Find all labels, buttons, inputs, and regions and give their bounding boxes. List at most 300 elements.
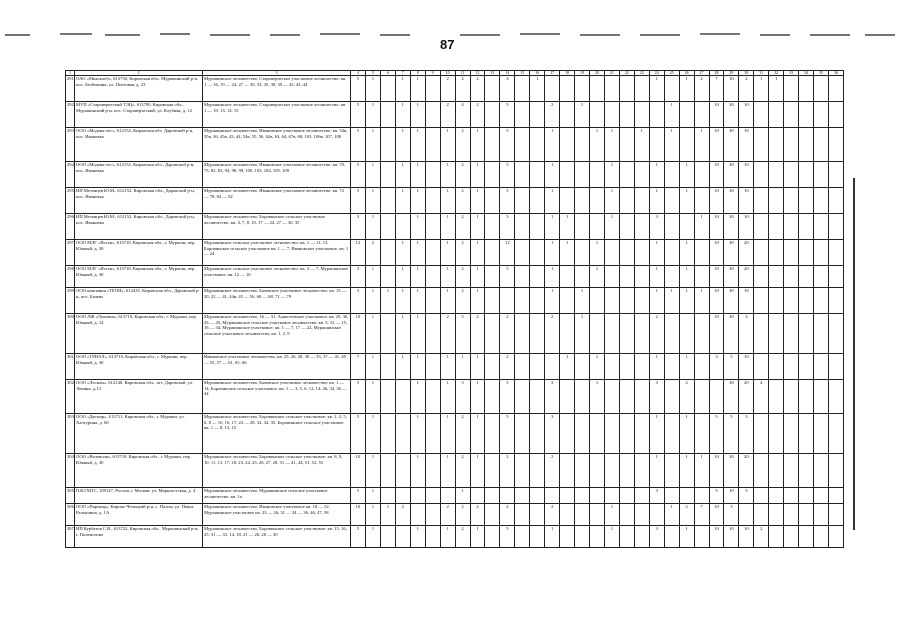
value-cell xyxy=(515,240,530,266)
value-cell: 2 xyxy=(500,504,515,526)
value-cell: 1 xyxy=(410,288,425,314)
value-cell xyxy=(619,266,634,288)
value-cell xyxy=(515,414,530,454)
value-cell xyxy=(425,288,440,314)
value-cell xyxy=(799,380,814,414)
value-cell xyxy=(395,380,410,414)
value-cell xyxy=(575,414,590,454)
value-cell xyxy=(814,76,829,102)
value-cell xyxy=(485,354,500,380)
value-cell: 1 xyxy=(365,288,380,314)
value-cell xyxy=(380,454,395,488)
forest-area-cell: Мурашинское лесничество, 16 — 31, Алаксеевское участковое, кв. 29, 30, 43 — 45, Мурашинское сельское участковое лесничество: кв. 5, 12 — 15, 16 — 34, Мурашинское участковое, кв. 1 — 7, 17 — 22, Мурашинское сельское участковое лесничество, кв. 1, 2, 9 xyxy=(203,314,351,354)
value-cell xyxy=(799,314,814,354)
value-cell xyxy=(694,240,709,266)
value-cell: 2 xyxy=(440,314,455,354)
value-cell xyxy=(694,354,709,380)
value-cell xyxy=(784,454,799,488)
value-cell xyxy=(829,526,844,548)
value-cell: 10 xyxy=(709,214,724,240)
value-cell xyxy=(590,454,605,488)
value-cell xyxy=(515,266,530,288)
value-cell: 2 xyxy=(440,102,455,128)
value-cell xyxy=(425,354,440,380)
value-cell: 1 xyxy=(365,102,380,128)
value-cell xyxy=(425,314,440,354)
value-cell: 5 xyxy=(500,162,515,188)
value-cell: 10 xyxy=(709,526,724,548)
value-cell: 7 xyxy=(709,76,724,102)
value-cell xyxy=(425,214,440,240)
value-cell: 1 xyxy=(440,214,455,240)
value-cell xyxy=(754,266,769,288)
value-cell xyxy=(380,314,395,354)
value-cell xyxy=(634,380,649,414)
value-cell xyxy=(679,488,694,504)
value-cell xyxy=(515,504,530,526)
table-row xyxy=(66,162,844,188)
value-cell xyxy=(694,266,709,288)
value-cell: 4 xyxy=(754,380,769,414)
header-cell: 10 xyxy=(440,71,455,76)
value-cell xyxy=(485,288,500,314)
value-cell xyxy=(380,240,395,266)
value-cell: 2 xyxy=(470,504,485,526)
value-cell xyxy=(575,162,590,188)
value-cell: 10 xyxy=(709,102,724,128)
value-cell xyxy=(754,488,769,504)
value-cell xyxy=(784,240,799,266)
organization-cell: ООО МЛГ «Исток», 613710, Кировская обл., г. Мураши, пер. Южный, д. 30 xyxy=(75,240,203,266)
value-cell: 10 xyxy=(709,188,724,214)
value-cell xyxy=(425,240,440,266)
value-cell xyxy=(829,128,844,162)
value-cell: 1 xyxy=(440,526,455,548)
value-cell xyxy=(560,102,575,128)
value-cell xyxy=(604,102,619,128)
value-cell xyxy=(634,454,649,488)
forest-area-cell: Мурашинское лесничество, Ивановское участковое лесничество: кв. 70, 73, 82, 83, 94, 98, 99, 100, 103, 104, 105, 109 xyxy=(203,162,351,188)
value-cell: 5 xyxy=(351,488,366,504)
value-cell: 1 xyxy=(679,162,694,188)
header-cell: 14 xyxy=(500,71,515,76)
value-cell: 1 xyxy=(590,240,605,266)
value-cell: 1 xyxy=(410,266,425,288)
value-cell: 1 xyxy=(470,214,485,240)
value-cell: 1 xyxy=(410,240,425,266)
row-number: 302 xyxy=(66,380,75,414)
value-cell xyxy=(619,354,634,380)
value-cell xyxy=(380,380,395,414)
value-cell: 2 xyxy=(470,76,485,102)
value-cell: 1 xyxy=(679,288,694,314)
value-cell: 1 xyxy=(440,188,455,214)
value-cell xyxy=(530,188,545,214)
value-cell xyxy=(619,288,634,314)
value-cell: 1 xyxy=(604,128,619,162)
value-cell: 1 xyxy=(395,314,410,354)
value-cell xyxy=(664,354,679,380)
value-cell: 3 xyxy=(351,266,366,288)
forest-area-cell: Мурашинское лесничество, Староверческое участковое лесничество: кв. 1 — 10, 13, 14, 15 xyxy=(203,102,351,128)
value-cell xyxy=(410,488,425,504)
value-cell: 1 xyxy=(440,128,455,162)
value-cell xyxy=(619,214,634,240)
value-cell: 2 xyxy=(455,76,470,102)
value-cell xyxy=(769,414,784,454)
forest-area-cell: Мурашинское лесничество, Бачевское участковое лесничество: кв. 1 — 14, Боровинское сельское участковое: кв. 1 — 3, 5, 6, 12, 14, 26, 34, 36 — 44 xyxy=(203,380,351,414)
value-cell xyxy=(619,240,634,266)
register-table-sheet xyxy=(65,70,843,590)
forest-area-cell: Мурашинское лесничество, Боровинское сельское участковое: кв. 1, 2, 5, 6, 8 — 10, 16, 17, 24 — 28, 32, 34, 35, Боровинское сельское участковое: кв. 1 — 8, 13, 15 xyxy=(203,414,351,454)
value-cell xyxy=(799,288,814,314)
value-cell xyxy=(634,240,649,266)
value-cell: 1 xyxy=(634,128,649,162)
header-cell: 32 xyxy=(769,71,784,76)
value-cell xyxy=(664,266,679,288)
value-cell: 2 xyxy=(754,526,769,548)
value-cell: 10 xyxy=(739,188,754,214)
row-number: 294 xyxy=(66,162,75,188)
value-cell xyxy=(395,214,410,240)
value-cell: 2 xyxy=(500,354,515,380)
value-cell: 5 xyxy=(724,354,739,380)
value-cell: 10 xyxy=(709,162,724,188)
value-cell: 1 xyxy=(664,504,679,526)
value-cell: 1 xyxy=(560,354,575,380)
value-cell xyxy=(425,162,440,188)
header-cell: 12 xyxy=(470,71,485,76)
value-cell xyxy=(590,214,605,240)
value-cell xyxy=(604,354,619,380)
value-cell xyxy=(799,488,814,504)
value-cell xyxy=(769,314,784,354)
value-cell: 1 xyxy=(410,526,425,548)
value-cell xyxy=(769,354,784,380)
value-cell: 1 xyxy=(365,214,380,240)
value-cell xyxy=(769,102,784,128)
value-cell: 1 xyxy=(590,266,605,288)
header-cell: 2 xyxy=(75,71,203,76)
value-cell xyxy=(634,288,649,314)
value-cell: 20 xyxy=(739,240,754,266)
value-cell xyxy=(679,314,694,354)
value-cell: 30 xyxy=(724,214,739,240)
value-cell xyxy=(829,240,844,266)
value-cell xyxy=(814,102,829,128)
value-cell: 10 xyxy=(709,128,724,162)
value-cell: 1 xyxy=(560,240,575,266)
value-cell xyxy=(530,504,545,526)
value-cell: 1 xyxy=(365,380,380,414)
value-cell xyxy=(814,128,829,162)
value-cell: 10 xyxy=(739,162,754,188)
value-cell xyxy=(604,314,619,354)
value-cell: 10 xyxy=(709,314,724,354)
value-cell: 2 xyxy=(455,162,470,188)
value-cell: 2 xyxy=(440,76,455,102)
value-cell: 2 xyxy=(545,314,560,354)
value-cell xyxy=(530,102,545,128)
value-cell xyxy=(799,266,814,288)
organization-cell: ООО «Дюзаэр», 613711, Кировская обл., г. Мураши, ул. Халтурина, д. 60 xyxy=(75,414,203,454)
value-cell xyxy=(799,128,814,162)
value-cell xyxy=(560,76,575,102)
value-cell: 1 xyxy=(395,102,410,128)
value-cell xyxy=(395,488,410,504)
row-number: 292 xyxy=(66,102,75,128)
value-cell xyxy=(380,526,395,548)
value-cell xyxy=(634,354,649,380)
value-cell xyxy=(575,188,590,214)
header-cell: 15 xyxy=(515,71,530,76)
value-cell: 2 xyxy=(500,454,515,488)
value-cell xyxy=(590,188,605,214)
value-cell: 1 xyxy=(410,102,425,128)
value-cell xyxy=(590,162,605,188)
header-cell: 35 xyxy=(814,71,829,76)
forest-area-cell: Мурашинское сельское участковое лесничество: кв. 3 — 7, Мурашинское участковое, кв. 12 — 16 xyxy=(203,266,351,288)
value-cell xyxy=(829,162,844,188)
value-cell xyxy=(560,526,575,548)
value-cell xyxy=(694,488,709,504)
value-cell xyxy=(604,288,619,314)
value-cell xyxy=(829,102,844,128)
row-number: 296 xyxy=(66,214,75,240)
value-cell: 1 xyxy=(410,128,425,162)
value-cell: 1 xyxy=(545,214,560,240)
value-cell: 1 xyxy=(380,288,395,314)
value-cell: 30 xyxy=(724,266,739,288)
value-cell: 1 xyxy=(365,188,380,214)
value-cell: 1 xyxy=(410,454,425,488)
value-cell xyxy=(829,214,844,240)
value-cell: 10 xyxy=(724,488,739,504)
value-cell xyxy=(619,102,634,128)
value-cell xyxy=(425,414,440,454)
value-cell xyxy=(679,102,694,128)
value-cell xyxy=(814,380,829,414)
value-cell xyxy=(485,188,500,214)
value-cell xyxy=(515,380,530,414)
organization-cell: ООО МЛГ «Исток», 613710, Кировская обл., г. Мураши, пер. Южный, д. 30 xyxy=(75,266,203,288)
table-row xyxy=(66,76,844,102)
value-cell: 1 xyxy=(470,454,485,488)
value-cell xyxy=(664,314,679,354)
value-cell xyxy=(575,380,590,414)
value-cell: 1 xyxy=(395,240,410,266)
value-cell: 2 xyxy=(500,314,515,354)
header-cell: 8 xyxy=(410,71,425,76)
value-cell: 1 xyxy=(694,288,709,314)
value-cell: 5 xyxy=(351,128,366,162)
header-cell: 31 xyxy=(754,71,769,76)
value-cell xyxy=(560,454,575,488)
value-cell: 1 xyxy=(664,128,679,162)
header-cell: 9 xyxy=(425,71,440,76)
value-cell: 10 xyxy=(709,504,724,526)
value-cell xyxy=(425,380,440,414)
value-cell xyxy=(590,414,605,454)
value-cell: 1 xyxy=(395,288,410,314)
organization-cell: ИП Мезенцев Ю.М., 612152, Кировская обл., Даровской р-н, пос. Ивановка xyxy=(75,214,203,240)
value-cell: 1 xyxy=(470,266,485,288)
value-cell xyxy=(799,354,814,380)
header-cell: 19 xyxy=(575,71,590,76)
header-cell: 28 xyxy=(709,71,724,76)
value-cell xyxy=(604,414,619,454)
value-cell: 30 xyxy=(724,240,739,266)
value-cell: 1 xyxy=(365,354,380,380)
row-number: 300 xyxy=(66,314,75,354)
value-cell: 1 xyxy=(440,414,455,454)
value-cell: 1 xyxy=(679,526,694,548)
value-cell xyxy=(754,162,769,188)
value-cell: 1 xyxy=(575,288,590,314)
value-cell xyxy=(575,266,590,288)
value-cell: 30 xyxy=(724,188,739,214)
value-cell xyxy=(754,314,769,354)
value-cell xyxy=(829,414,844,454)
value-cell xyxy=(769,240,784,266)
value-cell xyxy=(575,214,590,240)
value-cell: 5 xyxy=(351,162,366,188)
value-cell xyxy=(485,214,500,240)
header-cell: 26 xyxy=(679,71,694,76)
header-cell: 5 xyxy=(365,71,380,76)
value-cell xyxy=(619,128,634,162)
value-cell: 5 xyxy=(351,414,366,454)
value-cell xyxy=(515,214,530,240)
value-cell: 30 xyxy=(724,314,739,354)
value-cell xyxy=(380,188,395,214)
value-cell: 7 xyxy=(351,354,366,380)
value-cell xyxy=(485,454,500,488)
value-cell: 1 xyxy=(410,214,425,240)
value-cell xyxy=(769,504,784,526)
value-cell xyxy=(515,102,530,128)
header-cell: 1 xyxy=(66,71,75,76)
value-cell xyxy=(395,414,410,454)
value-cell xyxy=(530,354,545,380)
value-cell xyxy=(560,162,575,188)
value-cell: 1 xyxy=(440,454,455,488)
value-cell xyxy=(380,162,395,188)
value-cell: 2 xyxy=(455,504,470,526)
table-row xyxy=(66,504,844,526)
value-cell xyxy=(664,76,679,102)
row-number: 303 xyxy=(66,414,75,454)
value-cell: 1 xyxy=(365,488,380,504)
value-cell: 5 xyxy=(455,314,470,354)
table-row xyxy=(66,188,844,214)
value-cell xyxy=(769,526,784,548)
value-cell: 1 xyxy=(545,162,560,188)
value-cell: 3 xyxy=(455,380,470,414)
value-cell xyxy=(679,214,694,240)
forest-area-cell: Ивановское участковое лесничество, кв. 25, 26, 28, 30 — 33, 37 — 41, 45 — 55, 57 — 61, 65, 66 xyxy=(203,354,351,380)
value-cell: 1 xyxy=(470,414,485,454)
value-cell xyxy=(485,76,500,102)
value-cell: 10 xyxy=(351,504,366,526)
value-cell xyxy=(769,266,784,288)
row-number: 305 xyxy=(66,488,75,504)
value-cell xyxy=(694,380,709,414)
value-cell xyxy=(664,214,679,240)
value-cell: 1 xyxy=(679,354,694,380)
value-cell xyxy=(515,188,530,214)
value-cell xyxy=(530,454,545,488)
value-cell xyxy=(814,188,829,214)
header-cell: 7 xyxy=(395,71,410,76)
value-cell xyxy=(664,414,679,454)
value-cell xyxy=(530,314,545,354)
value-cell: 5 xyxy=(709,488,724,504)
value-cell: 1 xyxy=(679,454,694,488)
value-cell: 3 xyxy=(724,504,739,526)
value-cell xyxy=(485,162,500,188)
value-cell: 1 xyxy=(365,454,380,488)
value-cell xyxy=(575,240,590,266)
value-cell xyxy=(754,240,769,266)
value-cell xyxy=(560,288,575,314)
header-cell: 17 xyxy=(545,71,560,76)
table-row xyxy=(66,266,844,288)
value-cell xyxy=(485,414,500,454)
value-cell xyxy=(619,162,634,188)
value-cell: 30 xyxy=(724,288,739,314)
value-cell xyxy=(410,504,425,526)
value-cell xyxy=(515,76,530,102)
value-cell: 5 xyxy=(500,380,515,414)
value-cell: 1 xyxy=(440,266,455,288)
value-cell: 1 xyxy=(604,526,619,548)
value-cell xyxy=(575,454,590,488)
organization-cell: ООО ЛЖ «Луковка», 613710, Кировская обл., г. Мураши, пер. Южный, д. 14 xyxy=(75,314,203,354)
value-cell: 10 xyxy=(724,526,739,548)
value-cell: 4 xyxy=(455,102,470,128)
value-cell xyxy=(395,526,410,548)
header-cell: 20 xyxy=(590,71,605,76)
table-row xyxy=(66,240,844,266)
value-cell xyxy=(634,504,649,526)
value-cell xyxy=(590,314,605,354)
value-cell xyxy=(575,354,590,380)
value-cell xyxy=(425,128,440,162)
value-cell: 30 xyxy=(724,454,739,488)
value-cell xyxy=(380,102,395,128)
value-cell xyxy=(380,128,395,162)
value-cell: 1 xyxy=(410,414,425,454)
value-cell xyxy=(829,488,844,504)
value-cell xyxy=(769,128,784,162)
value-cell: 2 xyxy=(455,414,470,454)
organization-cell: ООО «Партнер», Кирово-Чепецкий р-н, с. Полом, ул. Павла Ральичина, д. 1А xyxy=(75,504,203,526)
value-cell xyxy=(485,488,500,504)
value-cell: 30 xyxy=(724,128,739,162)
value-cell: 30 xyxy=(724,102,739,128)
value-cell xyxy=(649,504,664,526)
value-cell: 1 xyxy=(365,162,380,188)
value-cell: 5 xyxy=(351,76,366,102)
value-cell xyxy=(425,504,440,526)
header-cell: 11 xyxy=(455,71,470,76)
value-cell xyxy=(530,380,545,414)
value-cell: 5 xyxy=(724,414,739,454)
value-cell: 3 xyxy=(351,214,366,240)
header-cell: 30 xyxy=(739,71,754,76)
value-cell xyxy=(664,162,679,188)
